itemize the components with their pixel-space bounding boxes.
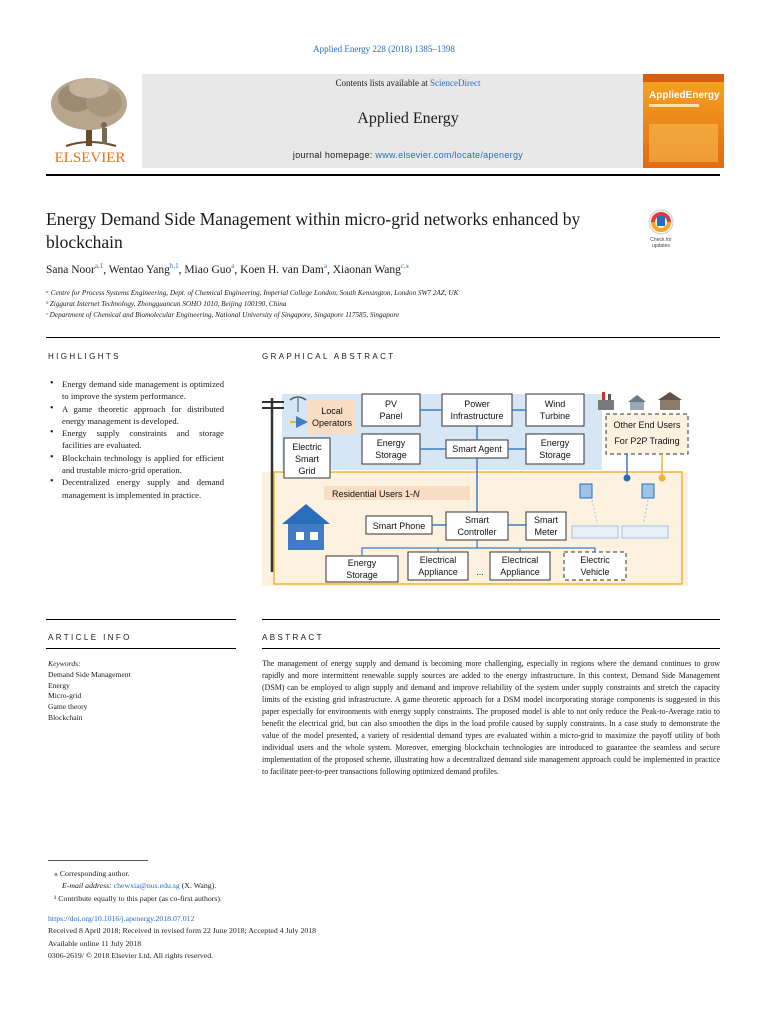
homepage-line [142, 150, 674, 160]
highlight-item: • Energy supply constraints and storage facilities are evaluated. [48, 427, 224, 452]
graphical-abstract [262, 372, 720, 586]
header-rule [46, 174, 720, 176]
p2p-trading-label: For P2P Trading [614, 436, 680, 446]
smart-meter-label: Smart [533, 515, 559, 525]
section-divider [262, 619, 720, 620]
electrical-appliance-label: Appliance [500, 567, 540, 577]
elsevier-logo [46, 74, 136, 168]
check-for-updates-badge[interactable] [645, 208, 677, 248]
local-operators-label: Operators [311, 418, 353, 428]
junction-dot [659, 475, 666, 482]
electric-vehicle-label: Vehicle [580, 567, 610, 577]
graphical-abstract-heading: GRAPHICAL ABSTRACT [262, 352, 396, 361]
contents-prefix: Contents lists available at [335, 78, 430, 88]
article-info-heading: ARTICLE INFO [48, 633, 132, 642]
affiliation: ᵇ Ziggurat Internet Technology, Zhongguancun SOHO 1010, Beijing 100190, China [46, 300, 287, 308]
corresponding-note: ⁎ Corresponding author. [54, 869, 130, 878]
wind-turbine-label: Wind [544, 399, 566, 409]
building-icon [658, 392, 682, 410]
junction-dot [624, 475, 631, 482]
keyword: Game theory [48, 702, 88, 712]
online-date: Available online 11 July 2018 [48, 938, 142, 948]
contents-line [142, 78, 674, 88]
author-list: Sana Noor$^{a,1}$, Wentao Yang$^{b,1}$, Miao Guo$^a$, Koen H. van Dam$^a$, Xiaonan Wang$^{c,⁎}$ [46, 262, 410, 276]
received-dates: Received 8 April 2018; Received in revised form 22 June 2018; Accepted 4 July 2018 [48, 926, 317, 936]
svg-text:updates: updates [652, 243, 670, 248]
other-end-users-label: Other End Users [613, 420, 681, 430]
smart-meter-label: Meter [534, 527, 558, 537]
section-divider [262, 648, 720, 649]
journal-masthead [46, 74, 720, 168]
journal-cover [643, 74, 724, 168]
svg-text:Check for: Check for [650, 237, 672, 243]
highlights-heading: HIGHLIGHTS [48, 352, 121, 361]
journal-title: Applied Energy [357, 110, 459, 127]
electric-vehicle-label: Electric [580, 555, 610, 565]
keyword: Energy [48, 680, 70, 690]
email-note: E-mail address: chewxia@nus.edu.sg (X. Wang). [62, 881, 217, 891]
energy-storage-label: Energy [376, 438, 406, 448]
article-footer [48, 913, 316, 963]
equal-contribution-note: ¹ Contribute equally to this paper (as co-first authors). [54, 893, 222, 903]
electrical-appliance-label: Electrical [419, 555, 457, 565]
footnotes [48, 868, 222, 905]
electric-grid-label: Electric [292, 442, 322, 452]
energy-storage-label: Storage [539, 450, 571, 460]
residential-users-label: Residential Users 1-N [332, 489, 420, 499]
keyword: Blockchain [48, 712, 83, 722]
electric-grid-label: Smart [294, 454, 320, 464]
masthead-box [142, 74, 674, 168]
power-infrastructure-label: Infrastructure [450, 411, 504, 421]
electrical-appliance-label: Appliance [418, 567, 458, 577]
section-divider [46, 619, 236, 620]
highlight-item: • Energy demand side management is optimized to improve the system performance. [48, 378, 224, 403]
electric-grid-label: Grid [298, 466, 316, 476]
pv-panel-label: PV [384, 399, 398, 409]
energy-storage-label: Storage [346, 570, 378, 580]
author[interactable]: Koen H. van Dam$^a$ [240, 262, 327, 276]
doi-link[interactable]: https://doi.org/10.1016/j.apenergy.2018.07.012 [48, 914, 195, 923]
section-divider [46, 648, 236, 649]
publisher-wordmark: ELSEVIER [54, 150, 126, 166]
highlights-list [48, 378, 224, 501]
author[interactable]: Sana Noor$^{a,1}$ [46, 262, 104, 276]
homepage-link[interactable]: www.elsevier.com/locate/apenergy [375, 150, 524, 160]
electrical-appliance-label: Electrical [501, 555, 539, 565]
highlight-item: • Decentralized energy supply and demand management is implemented in practice. [48, 476, 224, 501]
keyword: Demand Side Management [48, 669, 131, 679]
abstract-heading: ABSTRACT [262, 633, 324, 642]
ellipsis: ... [476, 567, 484, 577]
homepage-prefix: journal homepage: [292, 150, 376, 160]
house-icon [628, 395, 646, 410]
abstract-text: The management of energy supply and demand is becoming more challenging, especially in regions where the demand continues to grow rapidly and more intermittent renewable supply sources are added to the energy infrastructure. In this context, Demand Side Management (DSM) can be employed to align supply and demand and improve reliability of the system under supply constraints and stretch the capacity limits of the existing grid infrastructure. A game theoretic approach for a DSM model incorporating storage components is suggested in this paper especially for environments with energy supply constraints. The proposed model is able to not only reduce the Peak-to-Average ratio to benefit the electrical grid, but can also smoothen the dips in the load profile caused by supply constraints. In a case study to demonstrate the value of the model presented, a variety of residential demand types are evaluated within a micro-grid to maximize the payoff utility of both individual users and the whole system. Moreover, emerging blockchain technologies are introduced to guarantee the seamless and secure implementation of the proposed scheme, illustrating how a decentralized demand side management approach could be implemented in practice to facilitate peer-to-peer transactions following optimized demand profiles. [262, 659, 720, 777]
power-infrastructure-label: Power [464, 399, 490, 409]
wind-turbine-label: Turbine [539, 411, 571, 421]
smart-phone-label: Smart Phone [372, 521, 426, 531]
copyright: 0306-2619/ © 2018 Elsevier Ltd. All rights reserved. [48, 951, 214, 961]
affiliation: ᶜ Department of Chemical and Biomolecular Engineering, National University of Singapore, Singapore 117585, Singapore [46, 311, 400, 319]
sciencedirect-link[interactable]: ScienceDirect [430, 78, 481, 88]
keywords-label: Keywords: [48, 659, 81, 668]
cover-title: AppliedEnergy [649, 90, 720, 101]
local-operators-label: Local [321, 406, 343, 416]
highlight-item: • Blockchain technology is applied for efficient and trustable micro-grid operation. [48, 452, 224, 477]
energy-storage-label: Energy [347, 558, 377, 568]
keywords-block [48, 659, 131, 724]
smart-controller-label: Controller [457, 527, 497, 537]
affiliation: ᵃ Centre for Process Systems Engineering, Dept. of Chemical Engineering, Imperial College London, South Kensington, London SW7 2AZ, UK [46, 289, 459, 297]
smart-agent-label: Smart Agent [452, 444, 502, 454]
pv-panel-label: Panel [379, 411, 403, 421]
energy-storage-label: Energy [540, 438, 570, 448]
section-divider [46, 337, 720, 338]
journal-reference[interactable]: Applied Energy 228 (2018) 1385–1398 [313, 44, 455, 54]
keyword: Micro-grid [48, 691, 82, 701]
footnote-rule [48, 860, 148, 861]
author[interactable]: Xiaonan Wang$^{c,⁎}$ [332, 262, 410, 276]
article-title: Energy Demand Side Management within micro-grid networks enhanced by blockchain [46, 209, 581, 252]
energy-storage-label: Storage [375, 450, 407, 460]
author[interactable]: Miao Guo$^a$ [184, 262, 235, 276]
smart-controller-label: Smart [464, 515, 490, 525]
author[interactable]: Wentao Yang$^{b,1}$ [108, 262, 179, 276]
highlight-item: • A game theoretic approach for distributed energy management is developed. [48, 403, 224, 428]
email-link[interactable]: chewxia@nus.edu.sg [113, 881, 180, 891]
